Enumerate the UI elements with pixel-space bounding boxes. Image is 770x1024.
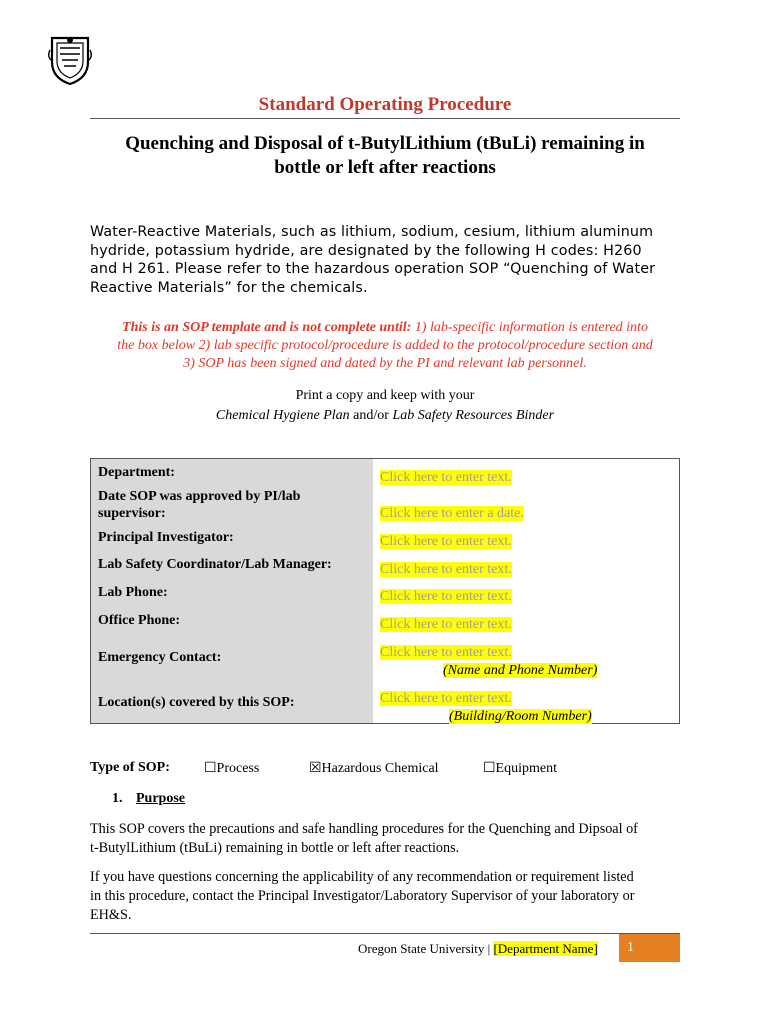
warning-bold: This is an SOP template and is not complete until: [122,320,412,335]
warning-line: 3) SOP has been signed and dated by the PI and relevant lab personnel. [183,356,587,371]
pi-label: Principal Investigator: [98,530,234,545]
document-title [90,132,680,180]
department-label: Department: [98,465,175,480]
sop-type-label: Type of SOP: [90,760,170,775]
print-note-line [90,406,680,426]
chemical-hygiene-plan: Chemical Hygiene Plan [215,408,350,423]
placeholder: Click here to enter text. [380,562,512,577]
placeholder: Click here to enter text. [380,589,512,604]
placeholder: Click here to enter text. [380,691,512,706]
warning-text: 1) lab-specific information is entered into [411,320,648,335]
office-phone-label: Office Phone: [98,613,181,628]
questions-paragraph [90,868,690,925]
approval-date-label [98,488,368,522]
print-note-line: Print a copy and keep with your [295,388,475,403]
intro-line: Reactive Materials” for the chemicals. [90,279,368,296]
office-phone-field[interactable] [380,616,512,633]
paragraph-line: t-ButylLithium (tBuLi) remaining in bottle or left after reactions. [90,840,460,856]
page-number: 1 [627,940,634,955]
equipment-checkbox[interactable]: ☐Equipment [483,761,557,776]
footer-text [358,941,598,957]
coordinator-label: Lab Safety Coordinator/Lab Manager: [98,557,332,572]
label-line: supervisor: [98,506,166,521]
purpose-heading: Purpose [136,791,185,806]
approval-date-field[interactable] [380,505,524,522]
pi-field[interactable] [380,533,512,550]
purpose-paragraph [90,820,690,858]
placeholder: Click here to enter text. [380,645,512,660]
locations-label: Location(s) covered by this SOP: [98,695,295,710]
template-warning [86,319,684,373]
footer-department: [Department Name] [493,941,598,956]
paragraph-line: This SOP covers the precautions and safe handling procedures for the Quenching and Dipsoal of [90,821,638,837]
section-number: 1. [112,791,123,806]
title-divider [90,118,680,119]
warning-line: the box below 2) lab specific protocol/procedure is added to the protocol/procedure section and [117,338,653,353]
intro-line: and H 261. Please refer to the hazardous operation SOP “Quenching of Water [90,261,656,277]
page-number-box [619,934,680,962]
placeholder: Click here to enter a date. [380,506,524,521]
emergency-contact-label: Emergency Contact: [98,650,222,665]
paragraph-line: in this procedure, contact the Principal Investigator/Laboratory Supervisor of your laboratory or [90,888,635,904]
note-text: (Name and Phone Number) [443,663,598,678]
paragraph-line: EH&S. [90,907,132,923]
footer-divider [90,933,680,934]
title-line: bottle or left after reactions [274,157,496,178]
lab-phone-label: Lab Phone: [98,585,168,600]
department-field[interactable] [380,469,512,486]
university-seal-icon [48,32,92,86]
placeholder: Click here to enter text. [380,534,512,549]
note-text: (Building/Room Number) [449,709,592,724]
coordinator-field[interactable] [380,561,512,578]
footer-org: Oregon State University | [358,941,494,956]
print-note [90,386,680,426]
safety-binder: Lab Safety Resources Binder [392,408,555,423]
placeholder: Click here to enter text. [380,470,512,485]
andor-text: and/or [349,408,393,423]
label-line: Date SOP was approved by PI/lab [98,489,301,504]
intro-line: hydride, potassium hydride, are designated by the following H codes: H260 [90,242,642,259]
process-checkbox[interactable]: ☐Process [204,761,260,776]
title-line: Quenching and Disposal of t-ButylLithium (tBuLi) remaining in [125,133,645,154]
warning-line [86,319,684,337]
building-room-note [449,708,592,725]
paragraph-line: If you have questions concerning the applicability of any recommendation or requirement listed [90,869,634,885]
name-phone-note [443,662,597,679]
locations-field[interactable] [380,690,512,707]
lab-info-table [90,458,680,724]
intro-paragraph [90,223,690,297]
lab-phone-field[interactable] [380,588,512,605]
document-type-heading: Standard Operating Procedure [258,94,512,115]
intro-line: Water-Reactive Materials, such as lithium, sodium, cesium, lithium aluminum [90,224,654,240]
hazardous-chemical-checkbox[interactable]: ☒Hazardous Chemical [309,761,439,776]
placeholder: Click here to enter text. [380,617,512,632]
emergency-contact-field[interactable] [380,644,512,661]
